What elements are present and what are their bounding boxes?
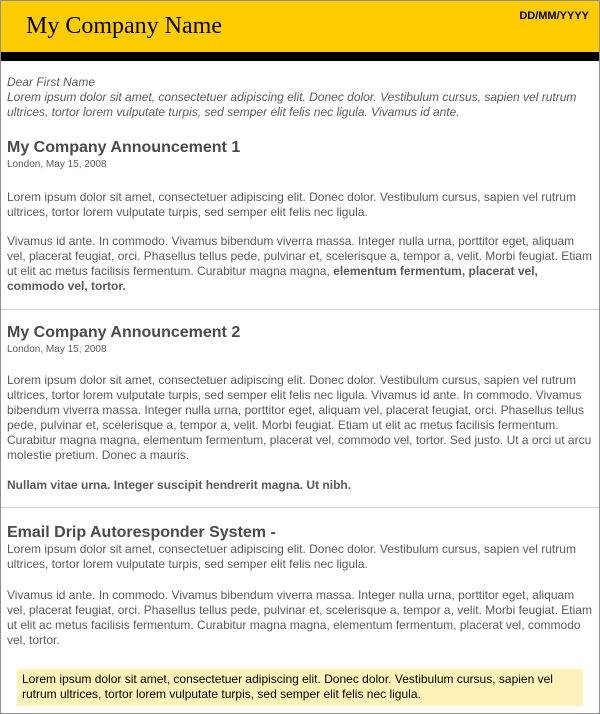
announcement-2	[1, 324, 599, 508]
announcement-1-bold-text: elementum fermentum, placerat vel, commodo vel, tortor.	[7, 264, 538, 293]
announcement-2-title: My Company Announcement 2	[7, 324, 241, 341]
autoresponder-paragraph-2: Vivamus id ante. In commodo. Vivamus bibendum viverra massa. Integer nulla urna, porttitor eget, aliquam vel, placerat feugiat, orci. Phasellus tellus pede, pulvinar et, scelerisque a, tempor a, velit. Morbi feugiat. Etiam ut elit ac metus facilisis fermentum. Curabitur magna magna, elementum fermentum, placerat vel, commodo vel, tortor.	[7, 588, 592, 647]
announcement-1-date: London, May 15, 2008	[7, 159, 107, 170]
announcement-2-date: London, May 15, 2008	[7, 344, 107, 355]
announcement-1-paragraph-2-text: Vivamus id ante. In commodo. Vivamus bibendum viverra massa. Integer nulla urna, porttitor eget, aliquam vel, placerat feugiat, orci. Phasellus tellus pede, pulvinar et, scelerisque a, tempor a, velit. Morbi feugiat. Etiam ut elit ac metus facilisis fermentum. Curabitur magna magna,	[7, 234, 592, 278]
intro-text: Lorem ipsum dolor sit amet, consectetuer adipiscing elit. Donec dolor. Vestibulum cursus, sapien vel rutrum ultrices, tortor lorem vulputate turpis, sed semper elit felis nec ligula. Vivamus id ante.	[7, 90, 577, 119]
autoresponder-section	[1, 524, 599, 648]
email-header	[1, 1, 599, 61]
greeting: Dear First Name	[7, 75, 96, 89]
announcement-1	[1, 139, 599, 310]
autoresponder-title: Email Drip Autoresponder System -	[7, 524, 276, 541]
announcement-1-title: My Company Announcement 1	[7, 139, 241, 156]
announcement-1-paragraph-1: Lorem ipsum dolor sit amet, consectetuer adipiscing elit. Donec dolor. Vestibulum cursus, sapien vel rutrum ultrices, tortor lorem vulputate turpis, sed semper elit felis nec ligula.	[7, 190, 576, 219]
announcement-1-paragraph-2	[7, 234, 593, 294]
highlight-box: Lorem ipsum dolor sit amet, consectetuer adipiscing elit. Donec dolor. Vestibulum cursus, sapien vel rutrum ultrices, tortor lorem vulputate turpis, sed semper elit felis nec ligula.	[17, 669, 583, 706]
announcement-2-paragraph-2: Nullam vitae urna. Integer suscipit hendrerit magna. Ut nibh.	[7, 478, 352, 492]
company-name: My Company Name	[26, 13, 222, 39]
announcement-2-paragraph-1: Lorem ipsum dolor sit amet, consectetuer adipiscing elit. Donec dolor. Vestibulum cursus, sapien vel rutrum ultrices, tortor lorem vulputate turpis, sed semper elit felis nec ligula. Vivamus id ante. In commodo. Vivamus bibendum viverra massa. Integer nulla urna, porttitor eget, aliquam vel, placerat feugiat, orci. Phasellus tellus pede, pulvinar et, scelerisque a, tempor a, velit. Morbi feugiat. Etiam ut elit ac metus facilisis fermentum. Curabitur magna magna, elementum fermentum, placerat vel, commodo vel, tortor. Sed justo. Ut a orci ut arcu molestie pretium. Donec a mauris.	[7, 373, 592, 462]
intro-block	[7, 75, 593, 120]
header-date: DD/MM/YYYY	[519, 10, 589, 22]
autoresponder-paragraph-1: Lorem ipsum dolor sit amet, consectetuer adipiscing elit. Donec dolor. Vestibulum cursus, sapien vel rutrum ultrices, tortor lorem vulputate turpis, sed semper elit felis nec ligula.	[7, 542, 576, 571]
